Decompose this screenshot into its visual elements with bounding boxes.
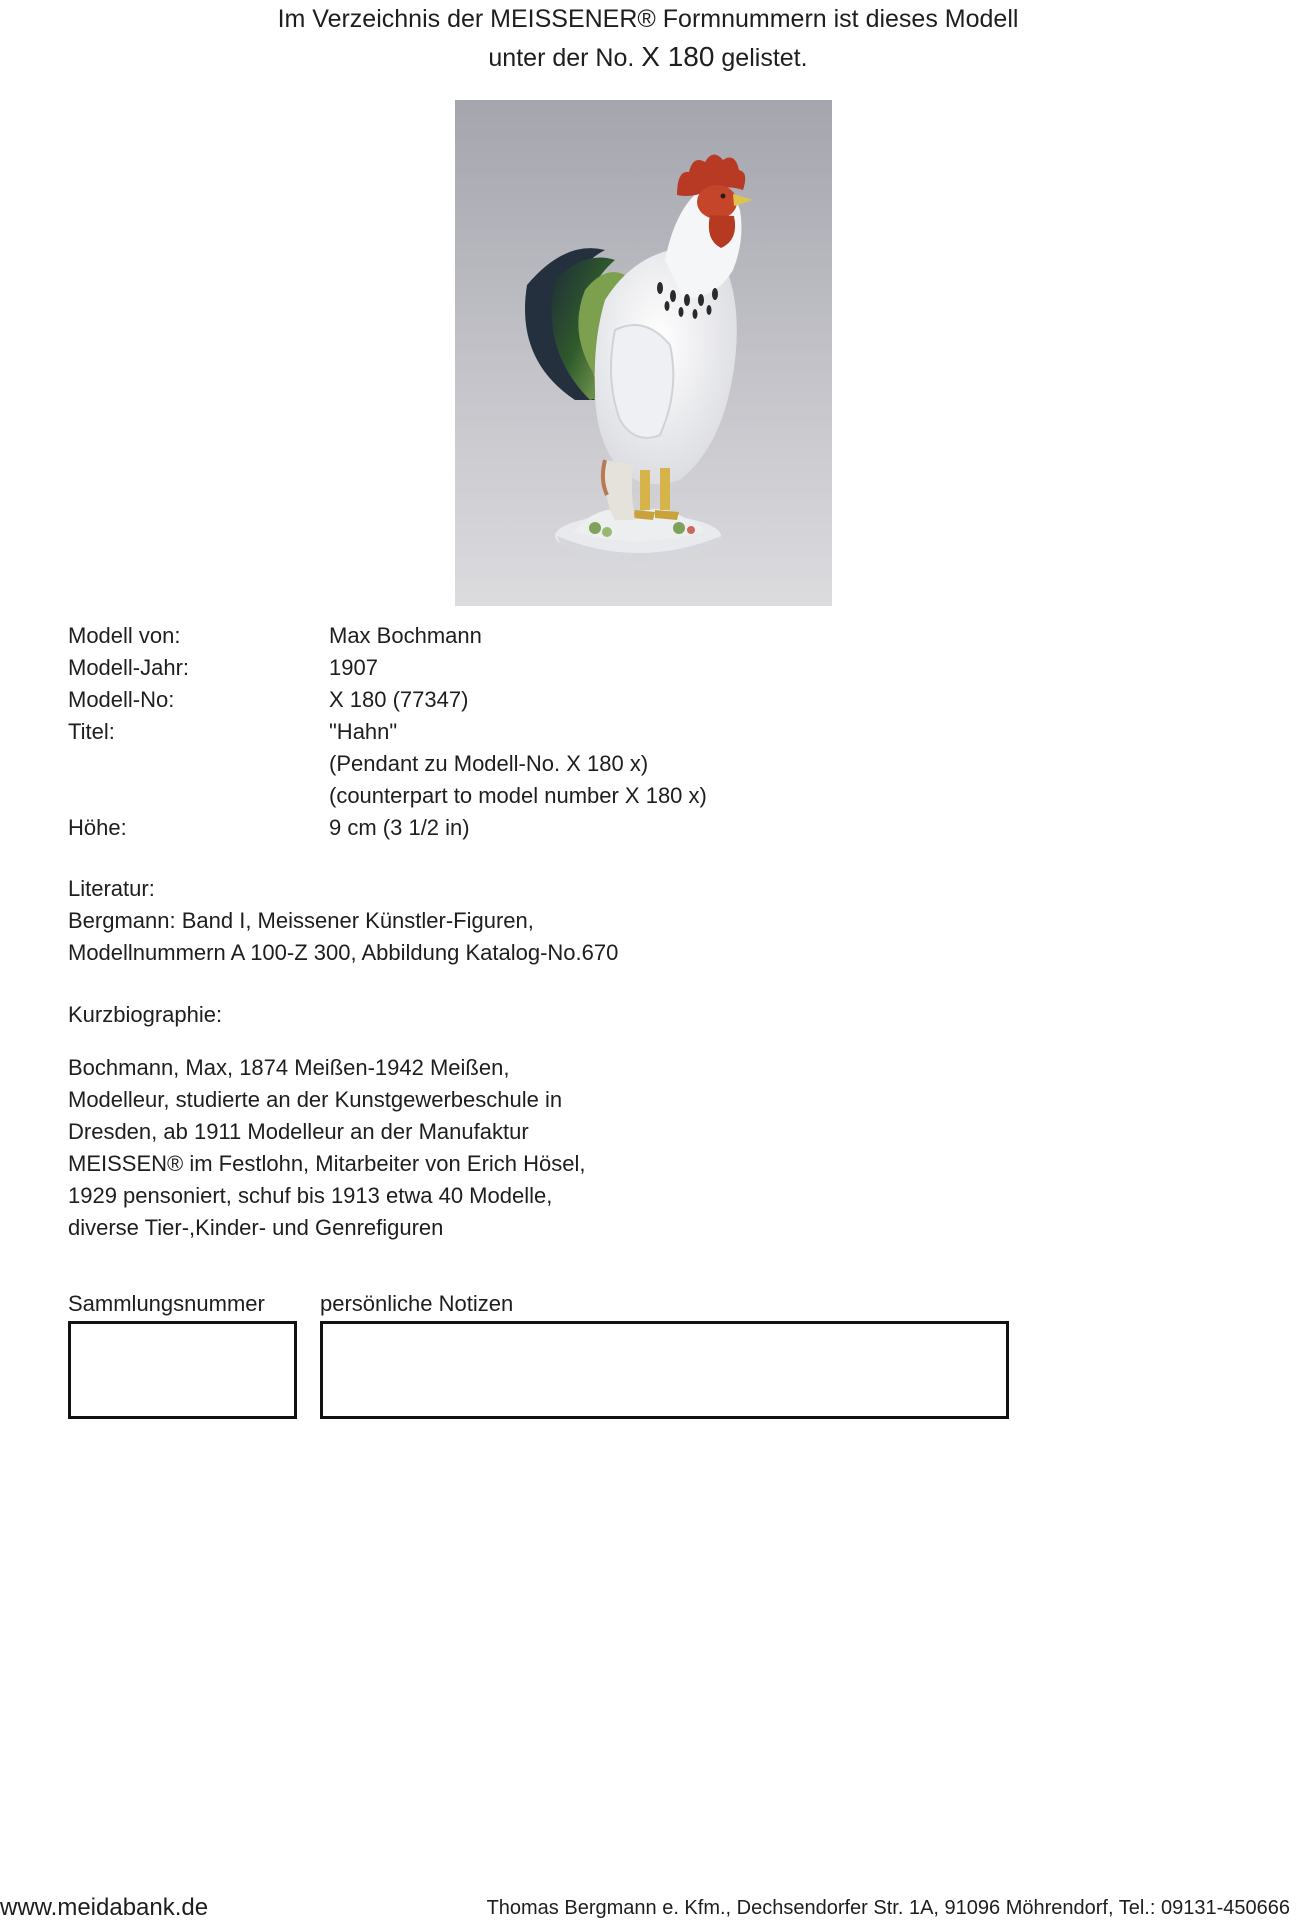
- personal-notes-label: persönliche Notizen: [320, 1291, 514, 1316]
- model-number: X 180: [641, 41, 715, 72]
- header-suffix: gelistet.: [721, 44, 808, 72]
- literatur-line: Bergmann: Band I, Meissener Künstler-Figuren,: [68, 908, 534, 933]
- literatur-heading: Literatur:: [68, 876, 155, 901]
- biography-line: Bochmann, Max, 1874 Meißen-1942 Meißen,: [68, 1055, 510, 1080]
- titel-value-block: [329, 716, 707, 812]
- modell-jahr-label: Modell-Jahr:: [68, 655, 190, 680]
- modell-von-value: Max Bochmann: [329, 623, 482, 648]
- header-line-2: [0, 38, 1296, 77]
- biography-line: MEISSEN® im Festlohn, Mitarbeiter von Erich Hösel,: [68, 1151, 586, 1176]
- modell-no-label: Modell-No:: [68, 687, 175, 712]
- titel-counterpart: (counterpart to model number X 180 x): [329, 783, 707, 808]
- footer-address: Thomas Bergmann e. Kfm., Dechsendorfer Str. 1A, 91096 Möhrendorf, Tel.: 09131-450666: [486, 1897, 1290, 1919]
- rooster-photo: [455, 100, 832, 606]
- literatur-section: [68, 873, 618, 969]
- modell-jahr-value: 1907: [329, 655, 378, 680]
- titel-pendant: (Pendant zu Modell-No. X 180 x): [329, 751, 649, 776]
- header-line-1: Im Verzeichnis der MEISSENER® Formnummern ist dieses Modell: [277, 5, 1019, 33]
- biography-line: Modelleur, studierte an der Kunstgewerbeschule in: [68, 1087, 563, 1112]
- personal-notes-field[interactable]: [320, 1321, 1009, 1419]
- fact-row-height: [68, 812, 707, 844]
- literatur-line: Modellnummern A 100-Z 300, Abbildung Katalog-No.670: [68, 940, 619, 965]
- header-prefix: unter der No.: [488, 44, 635, 72]
- fact-row-title: [68, 716, 707, 812]
- titel-label: Titel:: [68, 719, 115, 744]
- biography-line: diverse Tier-,Kinder- und Genrefiguren: [68, 1215, 444, 1240]
- fact-row-year: [68, 652, 707, 684]
- biography-line: 1929 pensoniert, schuf bis 1913 etwa 40 Modelle,: [68, 1183, 553, 1208]
- hoehe-label: Höhe:: [68, 815, 127, 840]
- biography-line: Dresden, ab 1911 Modelleur an der Manufaktur: [68, 1119, 529, 1144]
- titel-value: "Hahn": [329, 719, 398, 744]
- modell-no-value: X 180 (77347): [329, 687, 469, 712]
- page-header: [0, 0, 1296, 77]
- rooster-figurine-image: [455, 100, 832, 606]
- collection-number-label: Sammlungsnummer: [68, 1291, 265, 1316]
- collection-number-field[interactable]: [68, 1321, 297, 1419]
- model-facts: [68, 620, 707, 844]
- website-link[interactable]: www.meidabank.de: [0, 1894, 209, 1921]
- fact-row-author: [68, 620, 707, 652]
- fact-row-number: [68, 684, 707, 716]
- hoehe-value: 9 cm (3 1/2 in): [329, 815, 470, 840]
- modell-von-label: Modell von:: [68, 623, 181, 648]
- biography-heading: Kurzbiographie:: [68, 1002, 223, 1027]
- biography-text: [68, 1052, 585, 1244]
